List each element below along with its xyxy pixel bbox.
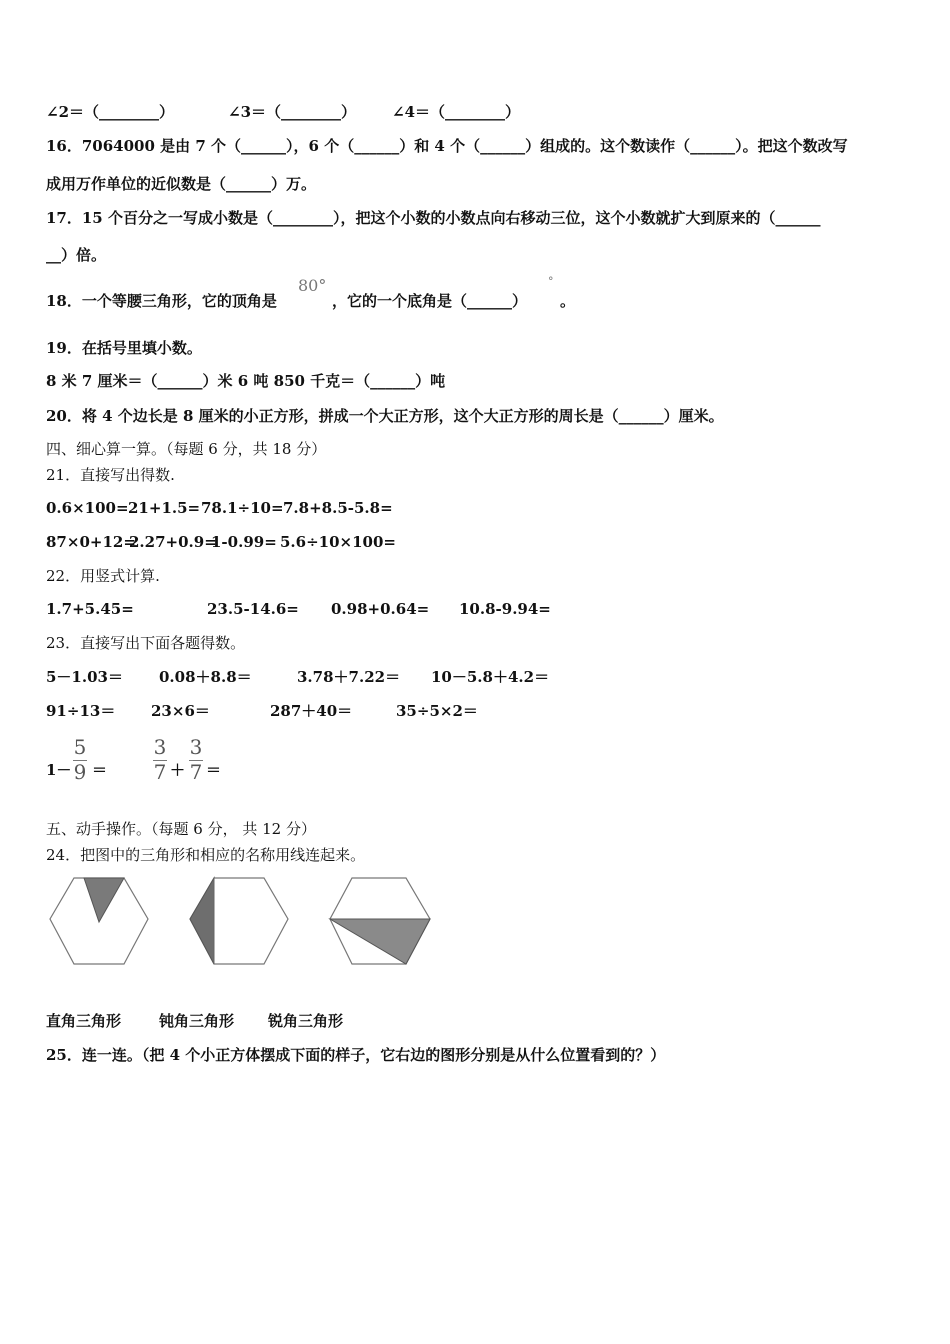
- hexagon-triangle-figures: [40, 872, 450, 974]
- q23-r1-c2: 0.08＋8.8＝: [159, 668, 252, 686]
- q23-title: 23．直接写出下面各题得数。: [46, 634, 246, 652]
- q22-item-3: 0.98+0.64=: [331, 600, 430, 618]
- q20-line: 20．将 4 个边长是 8 厘米的小正方形，拼成一个大正方形，这个大正方形的周长是（______）厘米。: [46, 407, 724, 425]
- q21-r1-c1: 0.6×100=: [46, 499, 129, 517]
- q23-expr1-prefix: 1－: [46, 761, 72, 779]
- q23-r2-c1: 91÷13＝: [46, 702, 116, 720]
- label-obtuse-triangle: 钝角三角形: [159, 1012, 235, 1030]
- q21-r2-c3: 1-0.99=: [211, 533, 277, 551]
- q21-r1-c3: 78.1÷10=: [201, 499, 284, 517]
- q23-expr2-denominator-2: 7: [189, 760, 203, 784]
- q23-expr1-numerator: 5: [73, 735, 87, 759]
- label-right-triangle: 直角三角形: [46, 1012, 122, 1030]
- q21-r2-c4: 5.6÷10×100=: [280, 533, 396, 551]
- q21-r1-c2: 21+1.5=: [128, 499, 201, 517]
- q23-expr1-denominator: 9: [73, 760, 87, 784]
- q24-title: 24．把图中的三角形和相应的名称用线连起来。: [46, 846, 366, 864]
- q17-line1: 17．15 个百分之一写成小数是（________），把这个小数的小数点向右移动三位，这个小数就扩大到原来的（______: [46, 209, 821, 227]
- angle-3-blank: ∠3＝（________）: [228, 103, 357, 121]
- q21-r2-c2: 2.27+0.9=: [129, 533, 217, 551]
- q23-expr1-equals: ＝: [92, 761, 108, 779]
- q18-middle: ，它的一个底角是（______）: [332, 292, 528, 310]
- q21-title: 21．直接写出得数.: [46, 466, 175, 484]
- q18-suffix: 。: [560, 292, 576, 310]
- q22-title: 22．用竖式计算.: [46, 567, 160, 585]
- q16-line2: 成用万作单位的近似数是（______）万。: [46, 175, 317, 193]
- q23-expr2-equals: ＝: [206, 761, 222, 779]
- hexagon-3: [330, 878, 430, 964]
- angle-2-blank: ∠2＝（________）: [46, 103, 175, 121]
- q21-r1-c4: 7.8+8.5-5.8=: [283, 499, 393, 517]
- q18-apex-angle: 80°: [298, 276, 327, 295]
- q21-r2-c1: 87×0+12=: [46, 533, 136, 551]
- section4-title: 四、细心算一算。（每题 6 分，共 18 分）: [46, 440, 327, 458]
- label-acute-triangle: 锐角三角形: [268, 1012, 344, 1030]
- q18-prefix: 18．一个等腰三角形，它的顶角是: [46, 292, 277, 310]
- section5-title: 五、动手操作。（每题 6 分， 共 12 分）: [46, 820, 316, 838]
- q22-item-4: 10.8-9.94=: [459, 600, 551, 618]
- q23-r2-c2: 23×6＝: [151, 702, 210, 720]
- q23-r2-c3: 287＋40＝: [270, 702, 353, 720]
- q17-line2: __）倍。: [46, 246, 107, 264]
- q18-degree-mark: °: [548, 275, 554, 288]
- q23-r2-c4: 35÷5×2＝: [396, 702, 478, 720]
- q25-title: 25．连一连。（把 4 个小正方体摆成下面的样子，它右边的图形分别是从什么位置看到的？）: [46, 1046, 666, 1064]
- hexagon-2: [190, 878, 288, 964]
- q19-items: 8 米 7 厘米＝（______）米 6 吨 850 千克＝（______）吨: [46, 372, 446, 390]
- q23-r1-c3: 3.78＋7.22＝: [297, 668, 401, 686]
- q16-line1: 16．7064000 是由 7 个（______），6 个（______）和 4 个（______）组成的。这个数读作（______）。把这个数改写: [46, 137, 848, 155]
- q23-expr2-numerator-2: 3: [189, 735, 203, 759]
- q23-expr2-denominator-1: 7: [153, 760, 167, 784]
- q23-r1-c1: 5－1.03＝: [46, 668, 123, 686]
- q22-item-2: 23.5-14.6=: [207, 600, 299, 618]
- q22-item-1: 1.7+5.45=: [46, 600, 134, 618]
- q23-expr2-plus: ＋: [170, 761, 186, 779]
- angle-4-blank: ∠4＝（________）: [392, 103, 521, 121]
- q23-expr2-numerator-1: 3: [153, 735, 167, 759]
- q19-title: 19．在括号里填小数。: [46, 339, 202, 357]
- hexagon-1: [50, 878, 148, 964]
- q23-r1-c4: 10－5.8＋4.2＝: [431, 668, 550, 686]
